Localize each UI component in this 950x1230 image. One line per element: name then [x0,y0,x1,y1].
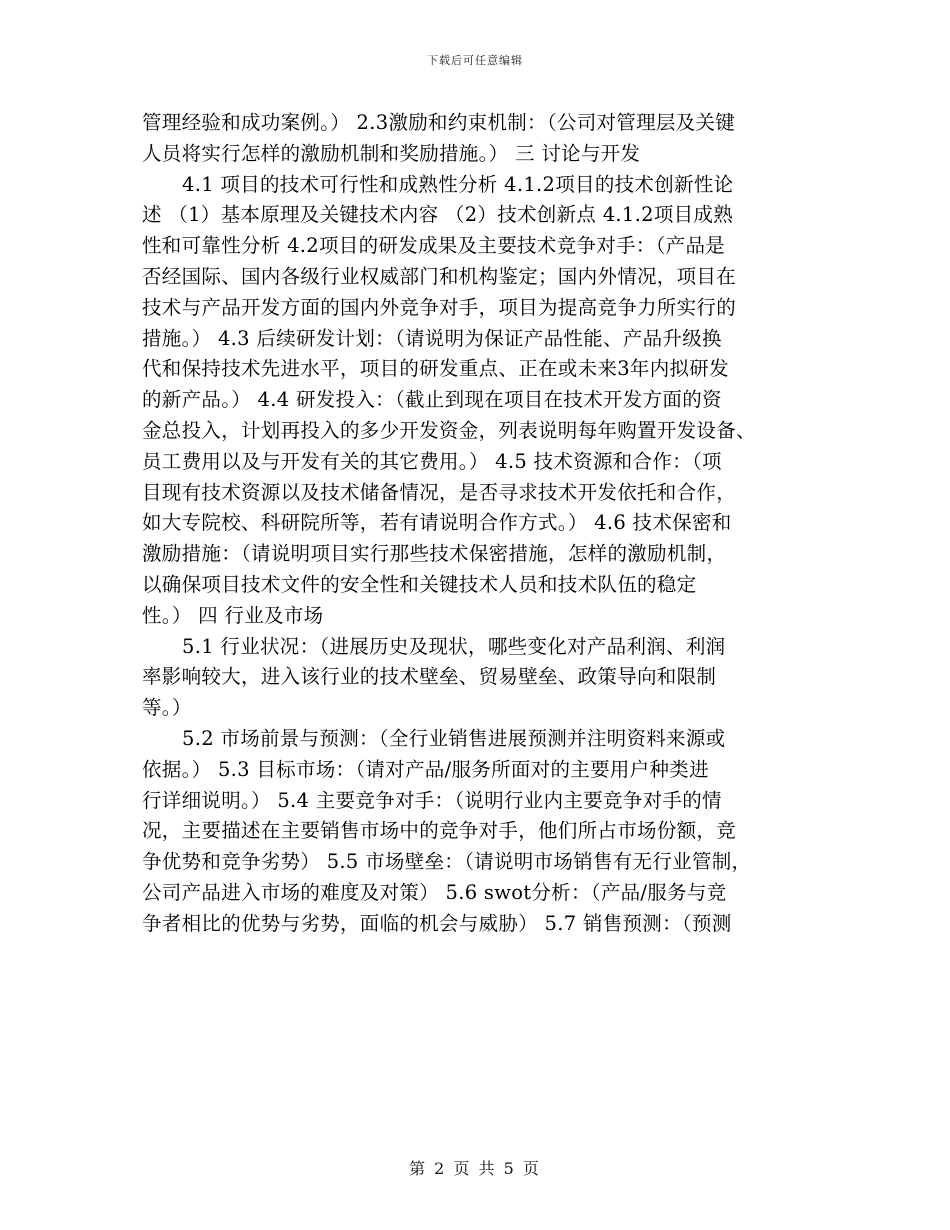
body-line: 等。） [142,696,192,720]
document-body [142,108,810,940]
body-line: 人员将实行怎样的激励机制和奖励措施。） 三 讨论与开发 [142,141,641,165]
body-line: 率影响较大，进入该行业的技术壁垒、贸易壁垒、政策导向和限制 [142,665,717,689]
body-line: 激励措施：（请说明项目实行那些技术保密措施，怎样的激励机制， [142,542,727,566]
body-line: 如大专院校、科研院所等，若有请说明合作方式。） 4.6 技术保密和 [142,511,732,535]
body-line: 争者相比的优势与劣势，面临的机会与威胁） 5.7 销售预测：（预测 [142,911,732,935]
paragraph-start-line: 5.2 市场前景与预测：（全行业销售进展预测并注明资料来源或 [182,726,726,750]
body-line: 的新产品。） 4.4 研发投入：（截止到现在项目在技术开发方面的资 [142,388,722,412]
paragraph-start-line: 5.1 行业状况：（进展历史及现状，哪些变化对产品利润、利润 [182,634,726,658]
body-line: 员工费用以及与开发有关的其它费用。） 4.5 技术资源和合作：（项 [142,449,722,473]
body-line: 依据。） 5.3 目标市场：（请对产品/服务所面对的主要用户种类进 [142,757,709,781]
body-line: 行详细说明。） 5.4 主要竞争对手：（说明行业内主要竞争对手的情 [142,788,722,812]
page-number-footer: 第 2 页 共 5 页 [409,1159,541,1178]
body-line: 性。） 四 行业及市场 [142,603,324,627]
body-line: 公司产品进入市场的难度及对策） 5.6 swot分析：（产品/服务与竞 [142,880,727,904]
body-line: 金总投入，计划再投入的多少开发资金，列表说明每年购置开发设备、 [142,418,756,442]
body-line: 目现有技术资源以及技术储备情况，是否寻求技术开发依托和合作， [142,480,737,504]
body-line: 管理经验和成功案例。） 2.3激励和约束机制：（公司对管理层及关键 [142,111,736,134]
body-line: 以确保项目技术文件的安全性和关键技术人员和技术队伍的稳定 [142,572,697,596]
paragraph-start-line: 4.1 项目的技术可行性和成熟性分析 4.1.2项目的技术创新性论 [182,172,734,196]
body-line: 否经国际、国内各级行业权威部门和机构鉴定；国内外情况，项目在 [142,264,737,288]
page-header: 下载后可任意编辑 [427,54,523,67]
body-line: 性和可靠性分析 4.2项目的研发成果及主要技术竞争对手：（产品是 [142,234,726,258]
body-line: 措施。） 4.3 后续研发计划：（请说明为保证产品性能、产品升级换 [142,326,722,350]
body-line: 争优势和竞争劣势） 5.5 市场壁垒：（请说明市场销售有无行业管制， [142,850,752,874]
body-line: 述 （1）基本原理及关键技术内容 （2）技术创新点 4.1.2项目成熟 [142,203,734,227]
body-line: 况，主要描述在主要销售市场中的竞争对手，他们所占市场份额，竞 [142,819,737,843]
body-line: 技术与产品开发方面的国内外竞争对手，项目为提高竞争力所实行的 [142,295,737,319]
body-line: 代和保持技术先进水平，项目的研发重点、正在或未来3年内拟研发 [142,357,729,381]
